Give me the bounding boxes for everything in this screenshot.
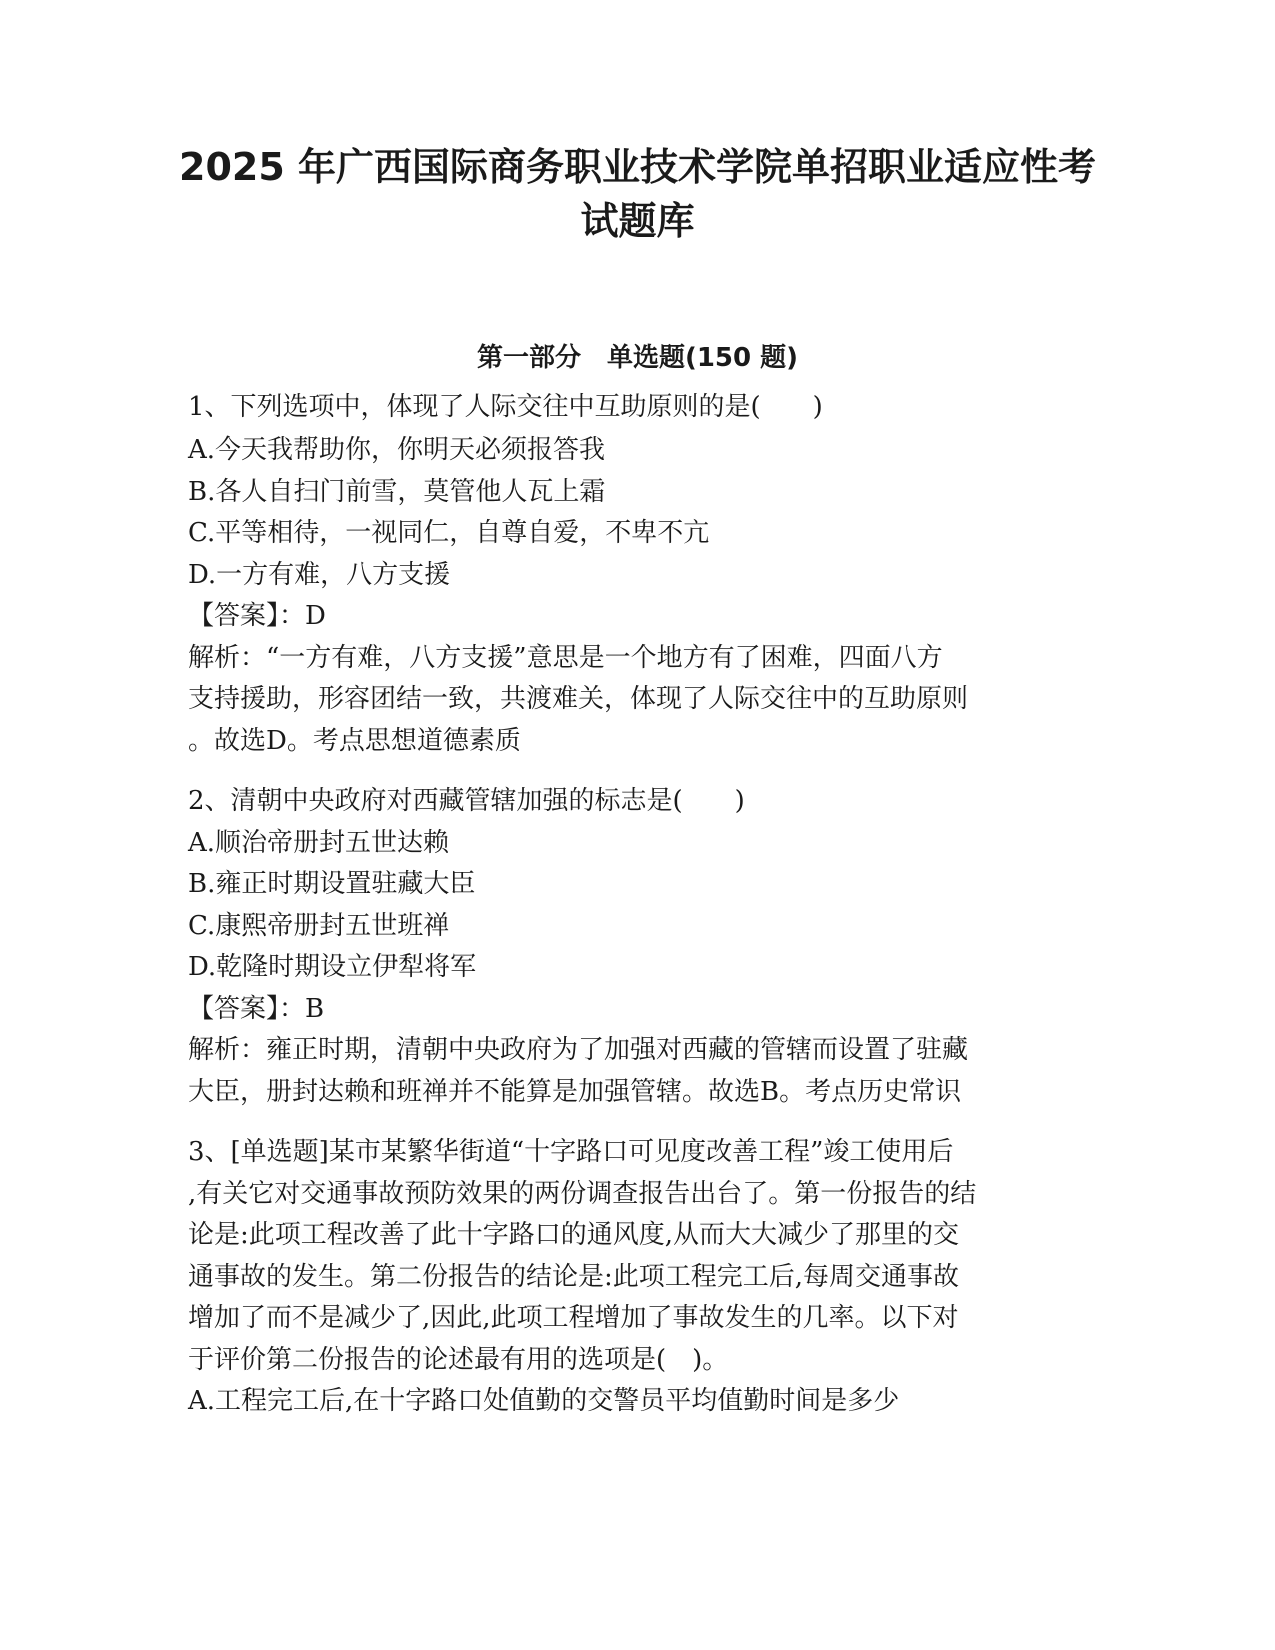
- question-3-stem-line-4: 通事故的发生。第二份报告的结论是:此项工程完工后,每周交通事故: [188, 1262, 960, 1292]
- document-title-line-2: 试题库: [580, 199, 695, 243]
- question-3-stem-line-1: 3、[单选题]某市某繁华街道“十字路口可见度改善工程”竣工使用后: [188, 1137, 954, 1167]
- question-1-analysis-line-1: 解析：“一方有难，八方支援”意思是一个地方有了困难，四面八方: [188, 643, 943, 673]
- question-2-analysis-line-2: 大臣，册封达赖和班禅并不能算是加强管辖。故选B。考点历史常识: [188, 1077, 962, 1107]
- question-1-option-a: A.今天我帮助你，你明天必须报答我: [188, 435, 606, 465]
- section-heading: 第一部分 单选题(150 题): [476, 343, 799, 373]
- question-1-option-b: B.各人自扫门前雪，莫管他人瓦上霜: [188, 477, 606, 507]
- question-2-answer: 【答案】：B: [188, 994, 325, 1024]
- question-3-stem-line-3: 论是:此项工程改善了此十字路口的通风度,从而大大减少了那里的交: [188, 1220, 960, 1250]
- document-title-line-1: 2025 年广西国际商务职业技术学院单招职业适应性考: [179, 145, 1096, 189]
- question-3-option-a: A.工程完工后,在十字路口处值勤的交警员平均值勤时间是多少: [188, 1386, 900, 1416]
- question-1-answer: 【答案】：D: [188, 601, 326, 631]
- question-2-analysis-line-1: 解析：雍正时期，清朝中央政府为了加强对西藏的管辖而设置了驻藏: [188, 1035, 969, 1065]
- question-1-analysis-line-2: 支持援助，形容团结一致，共渡难关，体现了人际交往中的互助原则: [188, 684, 969, 714]
- question-1-stem: 1、下列选项中，体现了人际交往中互助原则的是( ): [188, 392, 823, 422]
- question-2-option-a: A.顺治帝册封五世达赖: [188, 828, 450, 858]
- question-3-stem-line-6: 于评价第二份报告的论述最有用的选项是( )。: [188, 1345, 729, 1375]
- question-2-option-c: C.康熙帝册封五世班禅: [188, 911, 450, 941]
- question-1-analysis-line-3: 。故选D。考点思想道德素质: [188, 726, 521, 756]
- question-2-stem: 2、清朝中央政府对西藏管辖加强的标志是( ): [188, 786, 745, 816]
- question-3-stem-line-2: ,有关它对交通事故预防效果的两份调查报告出台了。第一份报告的结: [188, 1179, 977, 1209]
- question-2-option-d: D.乾隆时期设立伊犁将军: [188, 952, 477, 982]
- question-1-option-d: D.一方有难，八方支援: [188, 560, 451, 590]
- question-1-option-c: C.平等相待，一视同仁，自尊自爱，不卑不亢: [188, 518, 710, 548]
- question-2-option-b: B.雍正时期设置驻藏大臣: [188, 869, 476, 899]
- question-3-stem-line-5: 增加了而不是减少了,因此,此项工程增加了事故发生的几率。以下对: [188, 1303, 959, 1333]
